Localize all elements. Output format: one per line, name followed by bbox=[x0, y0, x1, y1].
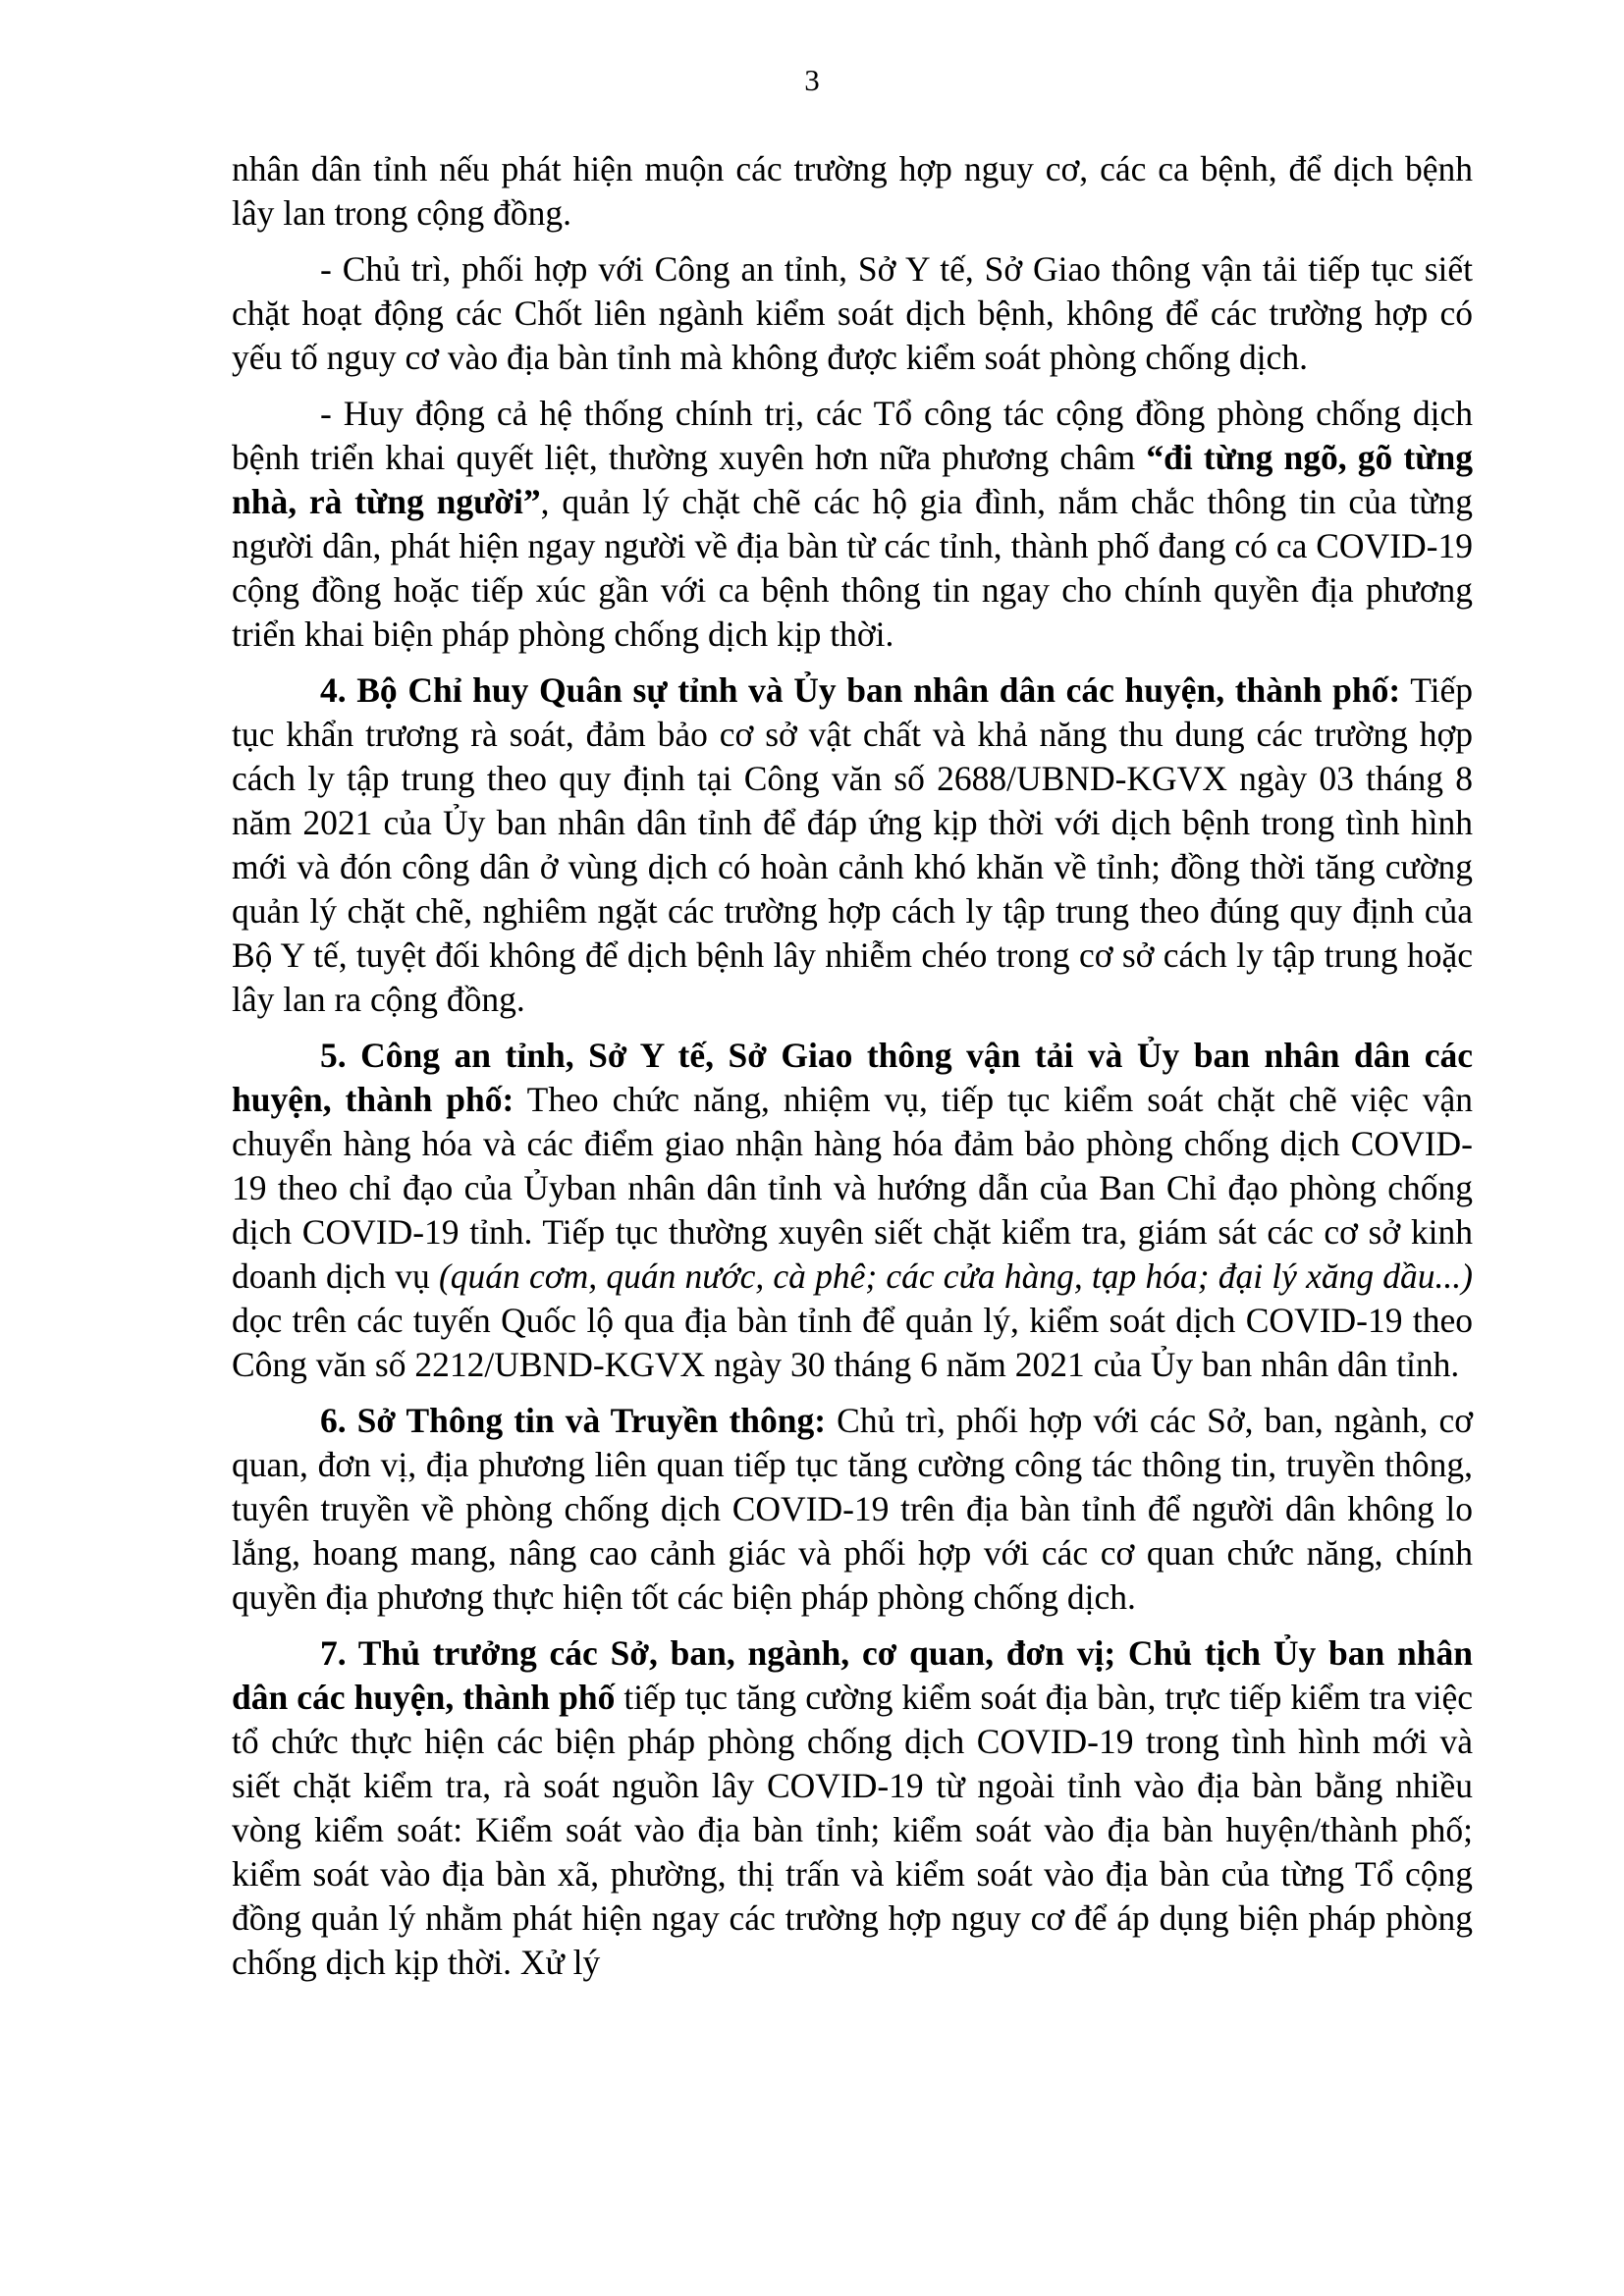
section-5-text-start: Theo chức năng, nhiệm vụ, tiếp tục kiểm soát chặt chẽ việc vận chuyển hàng hóa và các điểm giao nhận hàng hóa đảm bảo phòng chống dịch COVID-19 theo chỉ đạo của Ủyban nhân dân tỉnh và hướng dẫn của Ban Chỉ đạo phòng chống dịch COVID-19 tỉnh. Tiếp tục thường xuyên siết chặt kiểm tra, giám sát các cơ sở kinh doanh dịch vụ bbox=[232, 1080, 1473, 1296]
paragraph-mobilization bbox=[232, 392, 1473, 657]
section-7 bbox=[232, 1631, 1473, 1985]
section-5-heading: 5. Công an tỉnh, Sở Y tế, Sở Giao thông vận tải và Ủy ban nhân dân các huyện, thành phố: bbox=[232, 1036, 1473, 1119]
document-body bbox=[232, 147, 1473, 1997]
paragraph-continuation: nhân dân tỉnh nếu phát hiện muộn các trường hợp nguy cơ, các ca bệnh, để dịch bệnh lây lan trong cộng đồng. bbox=[232, 149, 1473, 233]
section-6-text: Chủ trì, phối hợp với các Sở, ban, ngành, cơ quan, đơn vị, địa phương liên quan tiếp tục tăng cường công tác thông tin, truyền thông, tuyên truyền về phòng chống dịch COVID-19 trên địa bàn tỉnh để người dân không lo lắng, hoang mang, nâng cao cảnh giác và phối hợp với các cơ quan chức năng, chính quyền địa phương thực hiện tốt các biện pháp phòng chống dịch. bbox=[232, 1401, 1474, 1617]
section-6-heading: 6. Sở Thông tin và Truyền thông: bbox=[320, 1401, 827, 1440]
section-7-text: tiếp tục tăng cường kiểm soát địa bàn, trực tiếp kiểm tra việc tổ chức thực hiện các biện pháp phòng chống dịch COVID-19 trong tình hình mới và siết chặt kiểm tra, rà soát nguồn lây COVID-19 từ ngoài tỉnh vào địa bàn bằng nhiều vòng kiểm soát: Kiểm soát vào địa bàn tỉnh; kiểm soát vào địa bàn huyện/thành phố; kiểm soát vào địa bàn xã, phường, thị trấn và kiểm soát vào địa bàn của từng Tổ cộng đồng quản lý nhằm phát hiện ngay các trường hợp nguy cơ để áp dụng biện pháp phòng chống dịch kịp thời. Xử lý bbox=[232, 1678, 1473, 1982]
paragraph-checkpoints: - Chủ trì, phối hợp với Công an tỉnh, Sở Y tế, Sở Giao thông vận tải tiếp tục siết chặt hoạt động các Chốt liên ngành kiểm soát dịch bệnh, không để các trường hợp có yếu tố nguy cơ vào địa bàn tỉnh mà không được kiểm soát phòng chống dịch. bbox=[232, 249, 1473, 377]
mobilization-text-start: - Huy động cả hệ thống chính trị, các Tổ công tác cộng đồng phòng chống dịch bệnh triển khai quyết liệt, thường xuyên hơn nữa phương châm bbox=[232, 394, 1473, 477]
section-4 bbox=[232, 668, 1473, 1022]
section-5 bbox=[232, 1034, 1473, 1387]
section-7-heading: 7. Thủ trưởng các Sở, ban, ngành, cơ quan, đơn vị; Chủ tịch Ủy ban nhân dân các huyện, thành phố bbox=[232, 1633, 1473, 1717]
section-5-text-end: dọc trên các tuyến Quốc lộ qua địa bàn tỉnh để quản lý, kiểm soát dịch COVID-19 theo Công văn số 2212/UBND-KGVX ngày 30 tháng 6 năm 2021 của Ủy ban nhân dân tỉnh. bbox=[232, 1301, 1473, 1384]
section-6 bbox=[232, 1399, 1473, 1620]
section-4-heading: 4. Bộ Chỉ huy Quân sự tỉnh và Ủy ban nhân dân các huyện, thành phố: bbox=[320, 670, 1401, 710]
mobilization-text-end: , quản lý chặt chẽ các hộ gia đình, nắm chắc thông tin của từng người dân, phát hiện ngay người về địa bàn từ các tỉnh, thành phố đang có ca COVID-19 cộng đồng hoặc tiếp xúc gần với ca bệnh thông tin ngay cho chính quyền địa phương triển khai biện pháp phòng chống dịch kịp thời. bbox=[232, 482, 1473, 654]
section-4-text: Tiếp tục khẩn trương rà soát, đảm bảo cơ sở vật chất và khả năng thu dung các trường hợp cách ly tập trung theo quy định tại Công văn số 2688/UBND-KGVX ngày 03 tháng 8 năm 2021 của Ủy ban nhân dân tỉnh để đáp ứng kịp thời với dịch bệnh trong tình hình mới và đón công dân ở vùng dịch có hoàn cảnh khó khăn về tỉnh; đồng thời tăng cường quản lý chặt chẽ, nghiêm ngặt các trường hợp cách ly tập trung theo đúng quy định của Bộ Y tế, tuyệt đối không để dịch bệnh lây nhiễm chéo trong cơ sở cách ly tập trung hoặc lây lan ra cộng đồng. bbox=[232, 670, 1473, 1019]
page-number: 3 bbox=[804, 63, 820, 97]
section-5-italic-note: (quán cơm, quán nước, cà phê; các cửa hàng, tạp hóa; đại lý xăng dầu...) bbox=[438, 1256, 1473, 1296]
motto-bold: “đi từng ngõ, gõ từng nhà, rà từng người” bbox=[232, 438, 1473, 521]
